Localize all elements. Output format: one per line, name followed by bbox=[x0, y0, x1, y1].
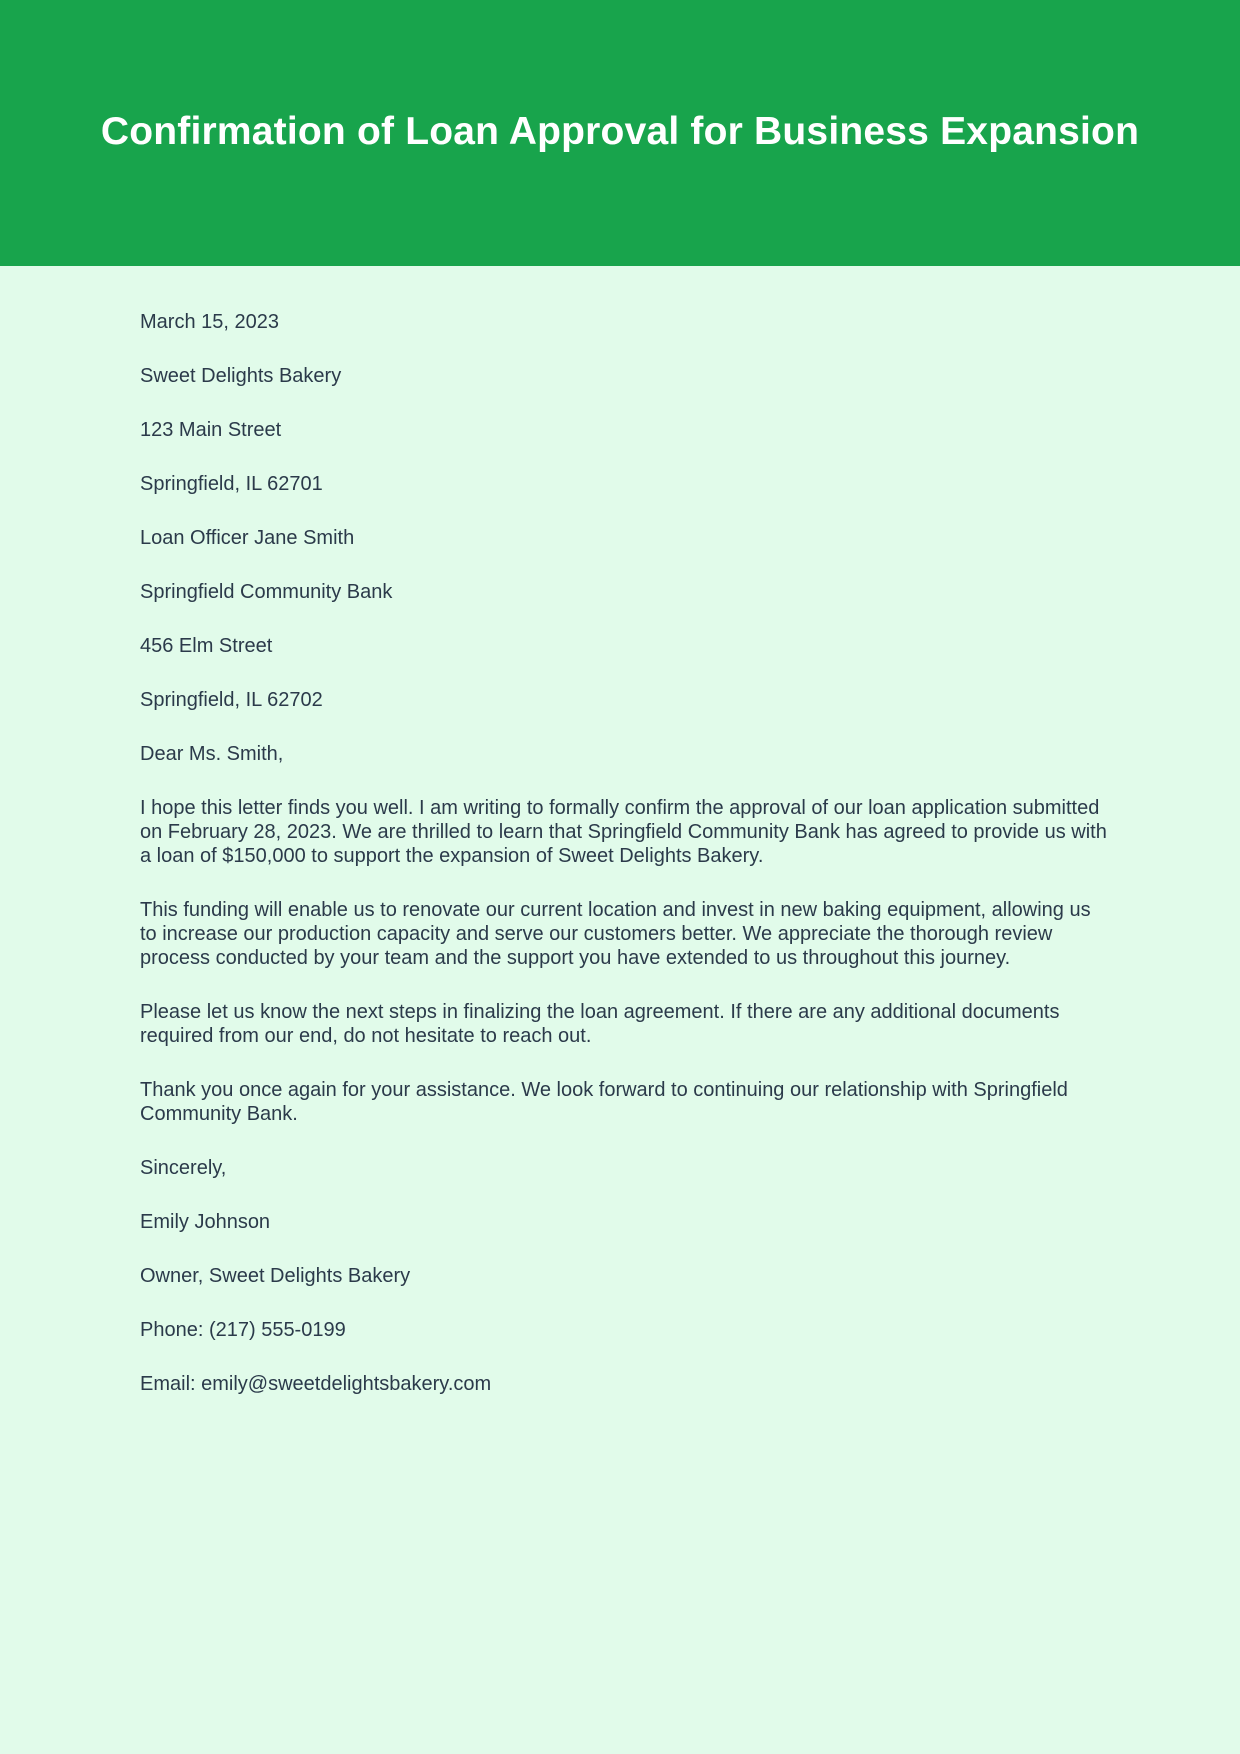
recipient-street: 456 Elm Street bbox=[140, 635, 273, 657]
page-title: Confirmation of Loan Approval for Business Expansion bbox=[100, 110, 1140, 153]
salutation: Dear Ms. Smith, bbox=[140, 743, 284, 765]
body-paragraph: Thank you once again for your assistance. We look forward to continuing our relationship with Springfield Community Bank. bbox=[140, 1079, 1068, 1125]
signature-name: Emily Johnson bbox=[140, 1211, 271, 1233]
sender-street: 123 Main Street bbox=[140, 419, 282, 441]
letter-date: March 15, 2023 bbox=[140, 311, 279, 333]
sender-city: Springfield, IL 62701 bbox=[140, 473, 323, 495]
recipient-bank: Springfield Community Bank bbox=[140, 581, 393, 603]
closing: Sincerely, bbox=[140, 1157, 227, 1179]
recipient-name: Loan Officer Jane Smith bbox=[140, 527, 355, 549]
signature-title: Owner, Sweet Delights Bakery bbox=[140, 1265, 411, 1287]
signature-phone: Phone: (217) 555-0199 bbox=[140, 1319, 346, 1341]
letter-header bbox=[0, 0, 1240, 266]
recipient-city: Springfield, IL 62702 bbox=[140, 689, 323, 711]
body-paragraph: This funding will enable us to renovate our current location and invest in new baking equipment, allowing us to increase our production capacity and serve our customers better. We appreciate the thorough review process conducted by your team and the support you have extended to us throughout this journey. bbox=[140, 899, 1091, 969]
signature-email: Email: emily@sweetdelightsbakery.com bbox=[140, 1373, 492, 1395]
body-paragraph: I hope this letter finds you well. I am writing to formally confirm the approval of our loan application submitted on February 28, 2023. We are thrilled to learn that Springfield Community Bank has agreed to provide us with a loan of $150,000 to support the expansion of Sweet Delights Bakery. bbox=[140, 797, 1107, 867]
letter-body bbox=[140, 310, 1110, 1426]
sender-name: Sweet Delights Bakery bbox=[140, 365, 342, 387]
body-paragraph: Please let us know the next steps in finalizing the loan agreement. If there are any additional documents required from our end, do not hesitate to reach out. bbox=[140, 1001, 1060, 1047]
